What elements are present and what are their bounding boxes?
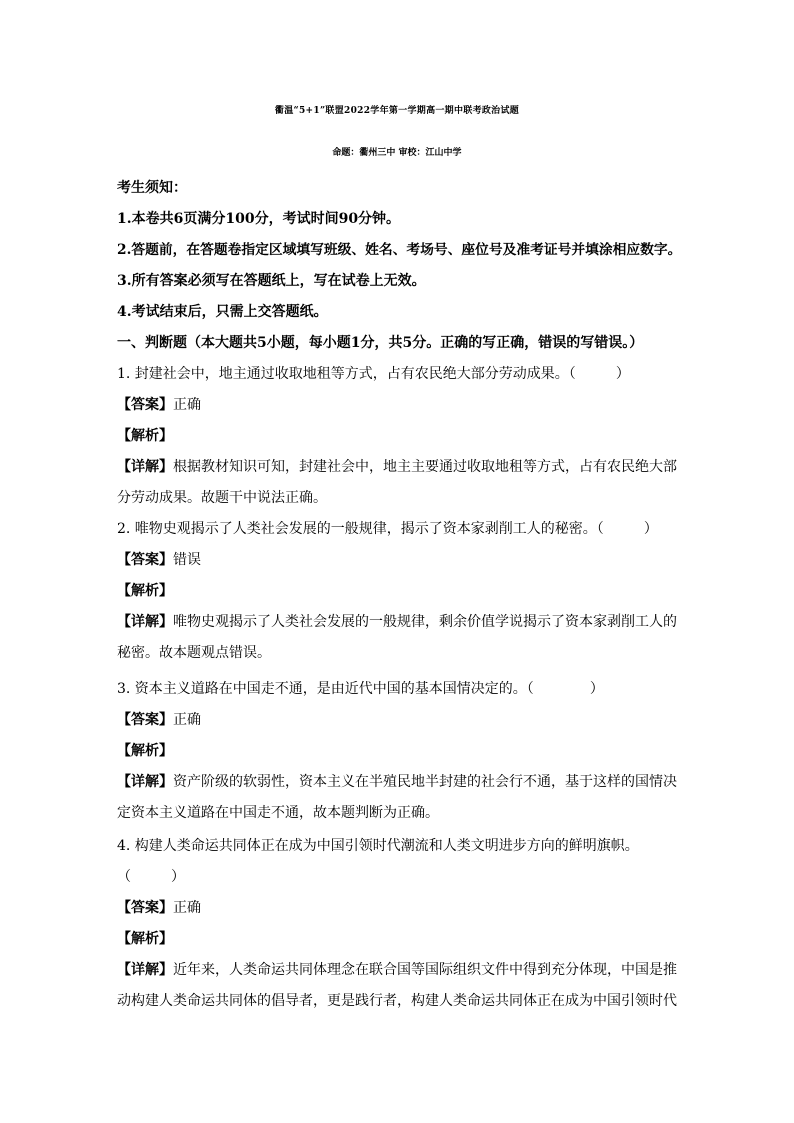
answer-value: 正确 [173, 900, 201, 916]
detail-text: 资产阶级的软弱性，资本主义在半殖民地半封建的社会行不通，基于这样的国情决 [173, 774, 677, 790]
question-stem-close: ） [171, 869, 185, 885]
question-stem-cont [117, 867, 687, 887]
page-title: 衢温“5+1”联盟2022学年第一学期高一期中联考政治试题 [274, 106, 520, 116]
detail-text: 近年来，人类命运共同体理念在联合国等国际组织文件中得到充分体现，中国是推 [173, 962, 677, 978]
notice-heading: 考生须知： [117, 180, 187, 196]
question-stem-close: ） [615, 366, 630, 382]
answer-label: 【答案】 [117, 712, 173, 728]
notice-item: 1.本卷共6页满分100分，考试时间90分钟。 [117, 211, 401, 227]
detail-label: 【详解】 [117, 962, 173, 978]
answer-label: 【答案】 [117, 397, 173, 413]
detail-line: 分劳动成果。故题干中说法正确。 [117, 490, 327, 506]
answer-line [117, 395, 687, 415]
detail-line [117, 772, 687, 792]
question-stem-text: 1. 封建社会中，地主通过收取地租等方式，占有农民绝大部分劳动成果。（ [117, 366, 576, 382]
answer-label: 【答案】 [117, 552, 173, 568]
analysis-label: 【解析】 [117, 931, 173, 947]
analysis-label: 【解析】 [117, 743, 173, 759]
question-stem-open: （ [117, 869, 131, 885]
question-stem [117, 519, 687, 539]
detail-label: 【详解】 [117, 774, 173, 790]
notice-item: 4.考试结束后，只需上交答题纸。 [117, 304, 328, 320]
notice-item: 3.所有答案必须写在答题纸上，写在试卷上无效。 [117, 273, 426, 289]
answer-value: 错误 [173, 552, 201, 568]
detail-line: 秘密。故本题观点错误。 [117, 645, 271, 661]
answer-label: 【答案】 [117, 900, 173, 916]
question-stem-text: 3. 资本主义道路在中国走不通，是由近代中国的基本国情决定的。（ [117, 681, 534, 697]
detail-line [117, 960, 687, 980]
detail-line [117, 457, 687, 477]
question-stem-text: 2. 唯物史观揭示了人类社会发展的一般规律，揭示了资本家剥削工人的秘密。（ [117, 521, 604, 537]
detail-label: 【详解】 [117, 614, 173, 630]
question-stem-close: ） [589, 681, 604, 697]
question-stem [117, 364, 687, 384]
answer-line [117, 710, 687, 730]
detail-text: 唯物史观揭示了人类社会发展的一般规律，剩余价值学说揭示了资本家剥削工人的 [173, 614, 677, 630]
answer-value: 正确 [173, 712, 201, 728]
answer-value: 正确 [173, 397, 201, 413]
detail-line: 动构建人类命运共同体的倡导者，更是践行者，构建人类命运共同体正在成为中国引领时代 [117, 993, 677, 1009]
question-stem: 4. 构建人类命运共同体正在成为中国引领时代潮流和人类文明进步方向的鲜明旗帜。 [117, 838, 639, 854]
detail-label: 【详解】 [117, 459, 173, 475]
detail-line [117, 612, 687, 632]
page-subtitle: 命题：衢州三中 审校：江山中学 [332, 148, 462, 158]
question-stem-close: ） [643, 521, 658, 537]
detail-text: 根据教材知识可知，封建社会中，地主主要通过收取地租等方式，占有农民绝大部 [173, 459, 677, 475]
analysis-label: 【解析】 [117, 428, 173, 444]
answer-line [117, 898, 687, 918]
answer-line [117, 550, 687, 570]
notice-item: 2.答题前，在答题卷指定区域填写班级、姓名、考场号、座位号及准考证号并填涂相应数字。 [117, 242, 682, 258]
question-stem [117, 679, 687, 699]
analysis-label: 【解析】 [117, 583, 173, 599]
detail-line: 定资本主义道路在中国走不通，故本题判断为正确。 [117, 805, 439, 821]
section-heading: 一、判断题（本大题共5小题，每小题1分，共5分。正确的写正确，错误的写错误。） [117, 335, 644, 351]
